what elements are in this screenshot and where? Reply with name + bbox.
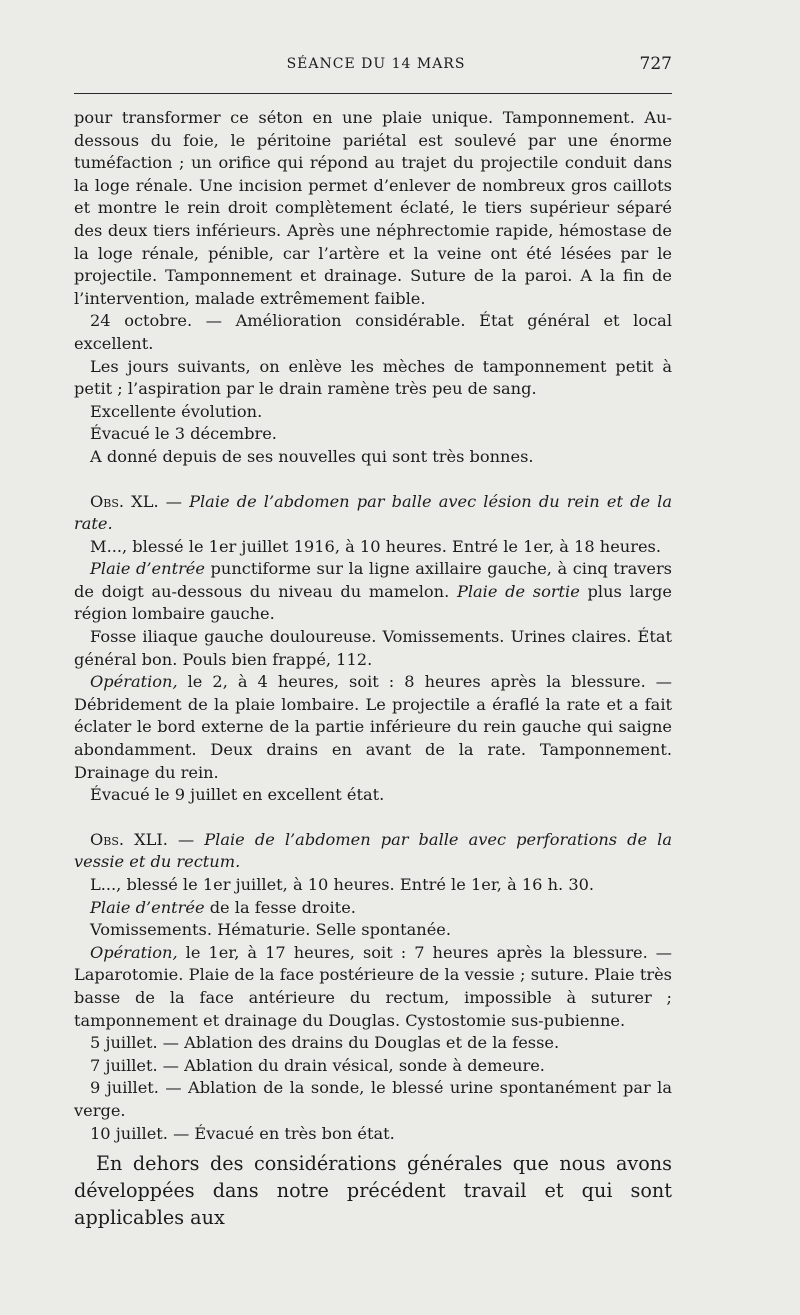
paragraph: [74, 671, 672, 784]
emphasis: Plaie de sortie: [456, 581, 580, 601]
text-span: le 1er, à 17 heures, soit : 7 heures après la blessure. — Laparotomie. Plaie de la face postérieure de la vessie ; suture. Plaie très basse de la face antérieure du rectum, impossible à suturer ; tamponnement et drainage du Douglas. Cystostomie sus-pubienne.: [74, 942, 672, 1030]
heading-dash: —: [158, 491, 190, 511]
emphasis: Opération,: [90, 942, 178, 962]
paragraph: Évacué le 9 juillet en excellent état.: [90, 785, 385, 805]
emphasis: Opération,: [90, 672, 178, 692]
paragraph: 10 juillet. — Évacué en très bon état.: [90, 1123, 395, 1143]
observation-heading: [74, 491, 672, 536]
closing-text: [74, 1150, 672, 1231]
paragraph: Les jours suivants, on enlève les mèches de tamponnement petit à petit ; l’aspiration par le drain ramène très peu de sang.: [74, 356, 672, 399]
paragraph: L..., blessé le 1er juillet, à 10 heures. Entré le 1er, à 16 h. 30.: [90, 875, 595, 894]
page-number: 727: [639, 54, 672, 74]
paragraph: M..., blessé le 1er juillet 1916, à 10 heures. Entré le 1er, à 18 heures.: [90, 536, 661, 556]
paragraph: 9 juillet. — Ablation de la sonde, le blessé urine spontanément par la verge.: [74, 1078, 672, 1120]
paragraph: [74, 897, 672, 920]
text-span: punctiforme sur la ligne axillaire gauche, à cinq travers de doigt au-dessous du niveau du mamelon.: [74, 559, 672, 601]
paragraph: 24 octobre. — Amélioration considérable. État général et local excellent.: [74, 311, 672, 353]
observation-title: Plaie de l’abdomen par balle avec perforations de la vessie et du rectum.: [74, 829, 672, 872]
paragraph: pour transformer ce séton en une plaie unique. Tamponnement. Au-dessous du foie, le péritoine pariétal est soulevé par une énorme tuméfaction ; un orifice qui répond au trajet du projectile conduit dans la loge rénale. Une incision permet d’enlever de nombreux gros caillots et montre le rein droit complètement éclaté, le tiers supérieur séparé des deux tiers inférieurs. Après une néphrectomie rapide, hémostase de la loge rénale, pénible, car l’artère et la veine ont été lésées par le projectile. Tamponnement et drainage. Suture de la paroi. A la fin de l’intervention, malade extrêmement faible.: [74, 108, 672, 308]
body-text: [74, 107, 672, 1145]
paragraph: Vomissements. Hématurie. Selle spontanée.: [90, 920, 452, 940]
text-span: de la fesse droite.: [204, 897, 356, 917]
observation-heading: [74, 829, 672, 874]
emphasis: Plaie d’entrée: [90, 897, 205, 917]
paragraph: 7 juillet. — Ablation du drain vésical, sonde à demeure.: [90, 1055, 545, 1075]
paragraph: Évacué le 3 décembre.: [90, 424, 277, 444]
paragraph: Excellente évolution.: [90, 401, 263, 421]
observation-label: Obs. XLI.: [90, 829, 168, 849]
paragraph: 5 juillet. — Ablation des drains du Douglas et de la fesse.: [90, 1033, 560, 1053]
paragraph: A donné depuis de ses nouvelles qui sont très bonnes.: [90, 446, 534, 466]
text-span: le 2, à 4 heures, soit : 8 heures après la blessure. — Débridement de la plaie lombaire. Le projectile a éraflé la rate et a fait éclater le bord externe de la partie inférieure du rein gauche qui saigne abondamment. Deux drains en avant de la rate. Tamponnement. Drainage du rein.: [74, 672, 672, 782]
observation-label: Obs. XL.: [90, 491, 159, 511]
paragraph: [74, 942, 672, 1032]
emphasis: Plaie d’entrée: [90, 559, 205, 579]
observation-title: Plaie de l’abdomen par balle avec lésion du rein et de la rate.: [74, 491, 673, 534]
heading-dash: —: [167, 829, 205, 849]
running-head: SÉANCE DU 14 MARS: [286, 56, 466, 72]
paragraph: [74, 558, 672, 626]
paragraph: Fosse iliaque gauche douloureuse. Vomissements. Urines claires. État général bon. Pouls bien frappé, 112.: [74, 627, 672, 669]
text-span: plus large région lombaire gauche.: [74, 581, 672, 624]
paragraph: En dehors des considérations générales que nous avons développées dans notre précédent travail et qui sont applicables aux: [74, 1152, 672, 1229]
page-header: [76, 50, 676, 78]
header-rule: [74, 93, 672, 94]
